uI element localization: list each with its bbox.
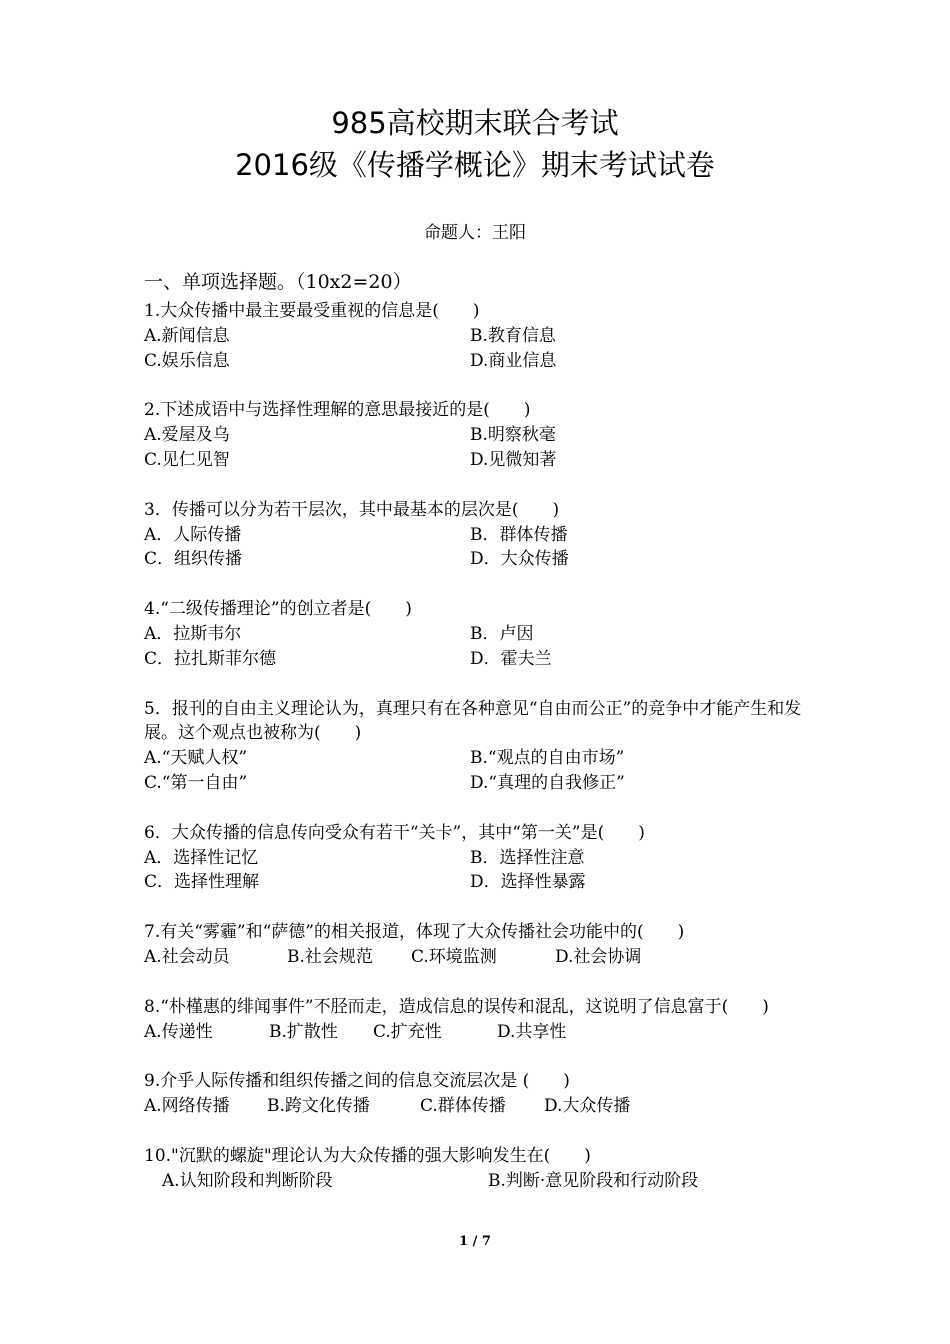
question-stem: 7.有关“雾霾”和“萨德”的相关报道，体现了大众传播社会功能中的( ) xyxy=(144,922,685,943)
option-d: D.“真理的自我修正” xyxy=(470,772,625,793)
options xyxy=(144,622,814,672)
question-stem: 5．报刊的自由主义理论认为，真理只有在各种意见“自由而公正”的竞争中才能产生和发展。这个观点也被称为( ) xyxy=(144,698,802,744)
question-4 xyxy=(144,597,814,671)
option-d: D.大众传播 xyxy=(544,1096,631,1117)
option-d: D．选择性暴露 xyxy=(470,872,586,893)
option-b: B．卢因 xyxy=(470,623,534,644)
option-a: A．选择性记忆 xyxy=(144,847,259,868)
options xyxy=(144,1020,814,1045)
question-list xyxy=(144,299,814,1219)
question-2 xyxy=(144,398,814,472)
question-stem: 4.“二级传播理论”的创立者是( ) xyxy=(144,599,412,620)
question-stem: 6．大众传播的信息传向受众有若干“关卡”，其中“第一关”是( ) xyxy=(144,822,645,843)
options xyxy=(144,1094,814,1119)
option-b: B.跨文化传播 xyxy=(267,1096,370,1117)
section-title: 一、单项选择题。（10x2=20） xyxy=(144,271,412,293)
options xyxy=(144,746,814,796)
option-b: B.判断·意见阶段和行动阶段 xyxy=(488,1170,699,1191)
option-a: A.网络传播 xyxy=(144,1096,230,1117)
question-stem: 10."沉默的螺旋"理论认为大众传播的强大影响发生在( ) xyxy=(144,1145,591,1166)
option-a: A．拉斯韦尔 xyxy=(144,623,242,644)
question-9 xyxy=(144,1069,814,1119)
option-c: C.“第一自由” xyxy=(144,772,248,793)
exam-title: 985高校期末联合考试 xyxy=(331,106,619,140)
option-d: D.社会协调 xyxy=(555,946,642,967)
option-d: D.见微知著 xyxy=(470,449,557,470)
option-b: B.“观点的自由市场” xyxy=(470,748,625,769)
question-stem: 1.大众传播中最主要最受重视的信息是( ) xyxy=(144,301,480,321)
question-10 xyxy=(144,1144,814,1194)
option-d: D．霍夫兰 xyxy=(470,648,552,669)
option-a: A.新闻信息 xyxy=(144,325,230,346)
option-a: A.传递性 xyxy=(144,1021,213,1042)
question-3 xyxy=(144,498,814,572)
option-c: C.环境监测 xyxy=(411,946,497,967)
question-8 xyxy=(144,995,814,1045)
options xyxy=(144,846,814,896)
option-b: B．群体传播 xyxy=(470,524,568,545)
options xyxy=(144,423,814,473)
option-b: B．选择性注意 xyxy=(470,847,585,868)
option-c: C.娱乐信息 xyxy=(144,350,230,371)
option-c: C.群体传播 xyxy=(420,1096,506,1117)
option-d: D．大众传播 xyxy=(470,549,569,570)
option-a: A.“天赋人权” xyxy=(144,748,248,769)
exam-subtitle: 2016级《传播学概论》期末考试试卷 xyxy=(235,148,715,182)
option-b: B.明察秋毫 xyxy=(470,425,556,446)
author-line: 命题人：王阳 xyxy=(424,223,526,243)
option-c: C．拉扎斯菲尔德 xyxy=(144,648,277,669)
option-c: C．选择性理解 xyxy=(144,872,260,893)
question-6 xyxy=(144,821,814,895)
question-stem: 3．传播可以分为若干层次，其中最基本的层次是( ) xyxy=(144,499,560,520)
option-c: C.见仁见智 xyxy=(144,449,230,470)
option-c: C.扩充性 xyxy=(373,1021,442,1042)
question-stem: 2.下述成语中与选择性理解的意思最接近的是( ) xyxy=(144,400,531,421)
question-stem: 9.介乎人际传播和组织传播之间的信息交流层次是 ( ) xyxy=(144,1071,570,1092)
page-number: 1 / 7 xyxy=(459,1234,491,1249)
option-b: B.教育信息 xyxy=(470,325,556,346)
options xyxy=(144,324,814,374)
option-b: B.社会规范 xyxy=(287,946,373,967)
option-d: D.共享性 xyxy=(497,1021,567,1042)
question-1 xyxy=(144,299,814,373)
option-a: A.认知阶段和判断阶段 xyxy=(162,1170,333,1191)
option-a: A.社会动员 xyxy=(144,946,230,967)
question-7 xyxy=(144,920,814,970)
options xyxy=(144,945,814,970)
options xyxy=(144,1169,814,1194)
question-5 xyxy=(144,697,814,796)
option-c: C．组织传播 xyxy=(144,549,243,570)
option-a: A.爱屋及乌 xyxy=(144,425,230,446)
option-a: A．人际传播 xyxy=(144,524,242,545)
option-d: D.商业信息 xyxy=(470,350,557,371)
option-b: B.扩散性 xyxy=(269,1021,338,1042)
question-stem: 8.“朴槿惠的绯闻事件”不胫而走，造成信息的误传和混乱，这说明了信息富于( ) xyxy=(144,996,769,1017)
options xyxy=(144,523,814,573)
